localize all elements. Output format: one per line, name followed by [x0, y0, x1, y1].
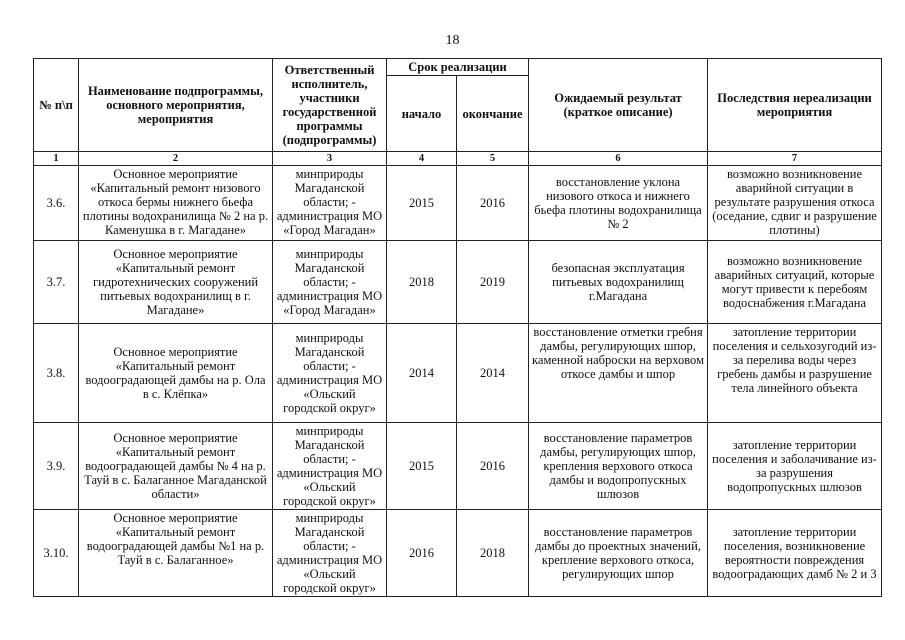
row-result: восстановление уклона низового откоса и нижнего бьефа плотины водохранилища № 2 — [529, 166, 708, 241]
row-executor: минприроды Магаданской области; - администрация МО «Ольский городской округ» — [273, 510, 387, 597]
column-number: 5 — [457, 152, 529, 166]
row-consequences: затопление территории поселения и сельхозугодий из-за перелива воды через гребень дамбы и разрушение тела линейного объекта — [708, 324, 882, 423]
table-row — [34, 324, 882, 423]
row-name: Основное мероприятие «Капитальный ремонт низового откоса бермы нижнего бьефа плотины водохранилища № 2 на р. Каменушка в г. Магадане» — [79, 166, 273, 241]
header-result: Ожидаемый результат (краткое описание) — [529, 59, 708, 152]
row-executor: минприроды Магаданской области; - администрация МО «Город Магадан» — [273, 241, 387, 324]
header-period: Срок реализации — [387, 59, 529, 76]
row-start: 2016 — [387, 510, 457, 597]
row-end: 2019 — [457, 241, 529, 324]
row-result: восстановление отметки гребня дамбы, регулирующих шпор, каменной наброски на верховом откосе дамбы и шпор — [529, 324, 708, 423]
row-end: 2018 — [457, 510, 529, 597]
row-start: 2014 — [387, 324, 457, 423]
row-name: Основное мероприятие «Капитальный ремонт водооградающей дамбы №1 на р. Тауй в с. Балаганное» — [79, 510, 273, 597]
row-num: 3.7. — [34, 241, 79, 324]
row-executor: минприроды Магаданской области; - администрация МО «Ольский городской округ» — [273, 324, 387, 423]
row-num: 3.8. — [34, 324, 79, 423]
table-row — [34, 166, 882, 241]
row-num: 3.9. — [34, 423, 79, 510]
row-result: восстановление параметров дамбы, регулирующих шпор, крепления верхового откоса дамбы и водопропускных шлюзов — [529, 423, 708, 510]
row-name: Основное мероприятие «Капитальный ремонт водооградающей дамбы № 4 на р. Тауй в с. Балаганное Магаданской области» — [79, 423, 273, 510]
row-consequences: затопление территории поселения и заболачивание из-за разрушения водопропускных шлюзов — [708, 423, 882, 510]
column-number: 7 — [708, 152, 882, 166]
header-num: № п\п — [34, 59, 79, 152]
table-row — [34, 241, 882, 324]
header-executor: Ответственный исполнитель, участники государственной программы (подпрограммы) — [273, 59, 387, 152]
column-number: 6 — [529, 152, 708, 166]
table-row — [34, 510, 882, 597]
row-result: безопасная эксплуатация питьевых водохранилищ г.Магадана — [529, 241, 708, 324]
row-start: 2015 — [387, 423, 457, 510]
row-consequences: затопление территории поселения, возникновение вероятности повреждения водооградающих дамб № 2 и 3 — [708, 510, 882, 597]
row-name: Основное мероприятие «Капитальный ремонт гидротехнических сооружений питьевых водохранилищ в г. Магадане» — [79, 241, 273, 324]
row-result: восстановление параметров дамбы до проектных значений, крепление верхового откоса, регулирующих шпор — [529, 510, 708, 597]
row-end: 2016 — [457, 166, 529, 241]
column-number: 2 — [79, 152, 273, 166]
column-number-row — [34, 152, 882, 166]
column-number: 3 — [273, 152, 387, 166]
row-start: 2015 — [387, 166, 457, 241]
row-executor: минприроды Магаданской области; - администрация МО «Ольский городской округ» — [273, 423, 387, 510]
column-number: 1 — [34, 152, 79, 166]
row-consequences: возможно возникновение аварийных ситуаций, которые могут привести к перебоям водоснабжения г.Магадана — [708, 241, 882, 324]
row-end: 2016 — [457, 423, 529, 510]
row-num: 3.10. — [34, 510, 79, 597]
row-end: 2014 — [457, 324, 529, 423]
activities-table — [33, 58, 882, 597]
row-consequences: возможно возникновение аварийной ситуации в результате разрушения откоса (оседание, сдвиг и разрушение плотины) — [708, 166, 882, 241]
header-name: Наименование подпрограммы, основного мероприятия, мероприятия — [79, 59, 273, 152]
row-executor: минприроды Магаданской области; - администрация МО «Город Магадан» — [273, 166, 387, 241]
column-number: 4 — [387, 152, 457, 166]
header-consequences: Последствия нереализации мероприятия — [708, 59, 882, 152]
header-end: окончание — [457, 76, 529, 152]
row-name: Основное мероприятие «Капитальный ремонт водооградающей дамбы на р. Ола в с. Клёпка» — [79, 324, 273, 423]
header-start: начало — [387, 76, 457, 152]
table-row — [34, 423, 882, 510]
row-num: 3.6. — [34, 166, 79, 241]
page-number: 18 — [445, 33, 460, 48]
row-start: 2018 — [387, 241, 457, 324]
